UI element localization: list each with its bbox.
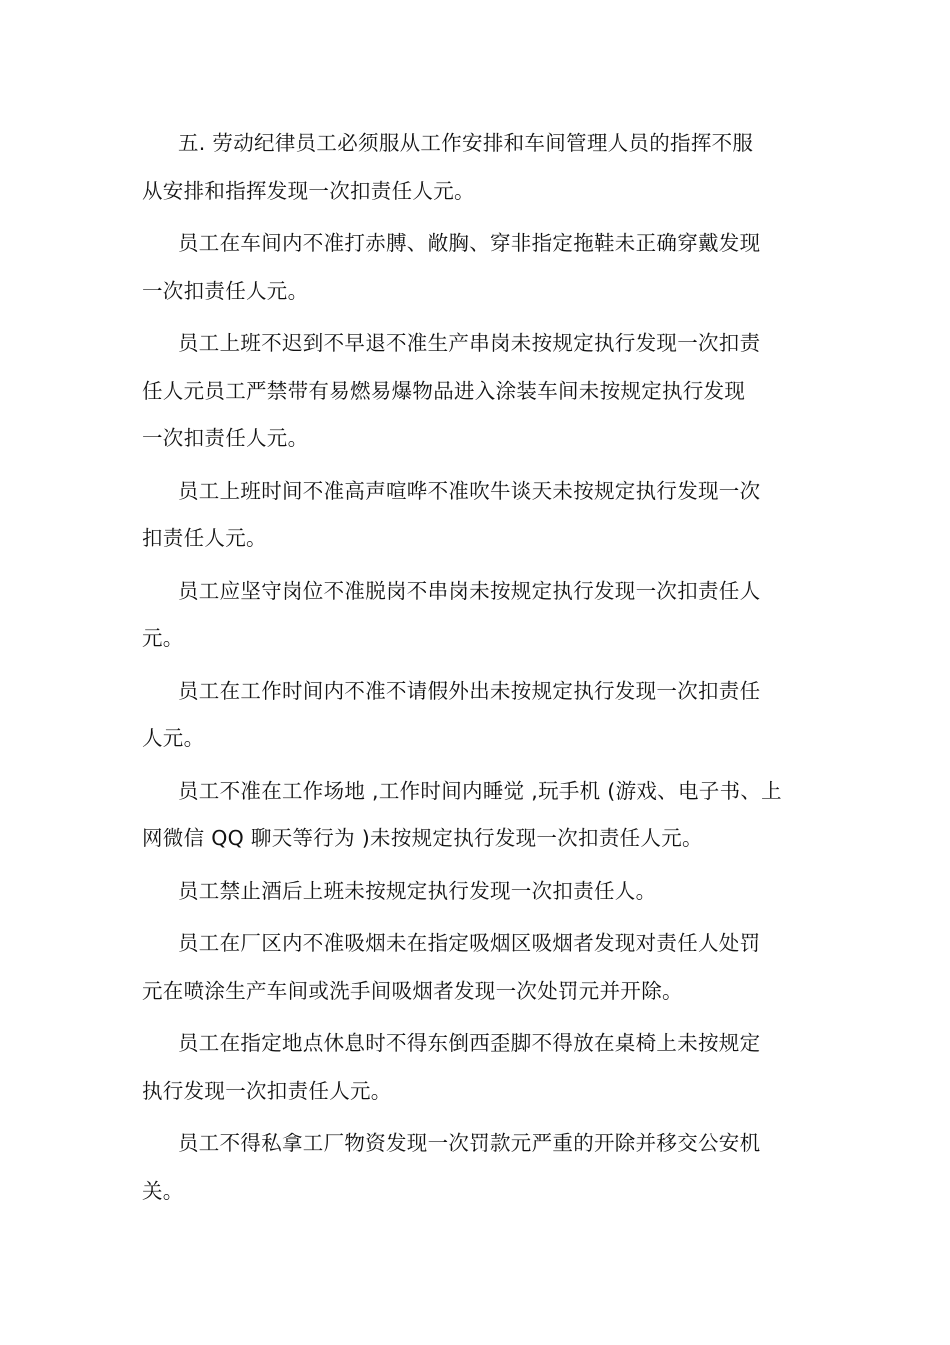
paragraph-line: 员工在车间内不准打赤膊、敞胸、穿非指定拖鞋未正确穿戴发现 bbox=[178, 231, 761, 255]
paragraph-rest-posture bbox=[142, 1020, 802, 1115]
paragraph-line: 五. 劳动纪律员工必须服从工作安排和车间管理人员的指挥不服 bbox=[178, 131, 754, 155]
paragraph-line: 员工在指定地点休息时不得东倒西歪脚不得放在桌椅上未按规定 bbox=[178, 1031, 761, 1055]
paragraph-attendance bbox=[142, 320, 802, 463]
paragraph-line: 员工在工作时间内不准不请假外出未按规定执行发现一次扣责任 bbox=[178, 678, 761, 703]
paragraph-alcohol bbox=[142, 868, 802, 916]
paragraph-line: 关。 bbox=[142, 1178, 184, 1203]
paragraph-line: 员工上班不迟到不早退不准生产串岗未按规定执行发现一次扣责 bbox=[178, 331, 761, 355]
paragraph-line: 扣责任人元。 bbox=[142, 526, 267, 550]
paragraph-theft bbox=[142, 1120, 802, 1215]
paragraph-post-duty bbox=[142, 568, 802, 663]
paragraph-line: 任人元员工严禁带有易燃易爆物品进入涂装车间未按规定执行发现 bbox=[142, 378, 746, 403]
paragraph-line: 从安排和指挥发现一次扣责任人元。 bbox=[142, 178, 475, 203]
paragraph-noise bbox=[142, 468, 802, 563]
paragraph-line: 元在喷涂生产车间或洗手间吸烟者发现一次处罚元并开除。 bbox=[142, 978, 683, 1003]
paragraph-line: 员工不准在工作场地 ,工作时间内睡觉 ,玩手机 (游戏、电子书、上 bbox=[178, 778, 782, 803]
paragraph-dress-code bbox=[142, 220, 802, 315]
paragraph-line: 员工上班时间不准高声喧哗不准吹牛谈天未按规定执行发现一次 bbox=[178, 478, 761, 503]
paragraph-labor-discipline bbox=[142, 120, 802, 215]
paragraph-line: 员工不得私拿工厂物资发现一次罚款元严重的开除并移交公安机 bbox=[178, 1131, 761, 1155]
paragraph-line: 员工在厂区内不准吸烟未在指定吸烟区吸烟者发现对责任人处罚 bbox=[178, 931, 761, 955]
paragraph-line: 人元。 bbox=[142, 726, 205, 750]
paragraph-line: 员工禁止酒后上班未按规定执行发现一次扣责任人。 bbox=[178, 878, 657, 903]
paragraph-phone-sleep bbox=[142, 768, 802, 863]
paragraph-line: 一次扣责任人元。 bbox=[142, 426, 309, 450]
paragraph-line: 元。 bbox=[142, 626, 184, 650]
paragraph-line: 一次扣责任人元。 bbox=[142, 278, 309, 303]
document-body bbox=[142, 120, 802, 1220]
paragraph-line: 执行发现一次扣责任人元。 bbox=[142, 1078, 392, 1103]
paragraph-leave bbox=[142, 668, 802, 763]
paragraph-smoking bbox=[142, 920, 802, 1015]
paragraph-line: 员工应坚守岗位不准脱岗不串岗未按规定执行发现一次扣责任人 bbox=[178, 578, 761, 603]
paragraph-line: 网微信 QQ 聊天等行为 )未按规定执行发现一次扣责任人元。 bbox=[142, 826, 703, 850]
